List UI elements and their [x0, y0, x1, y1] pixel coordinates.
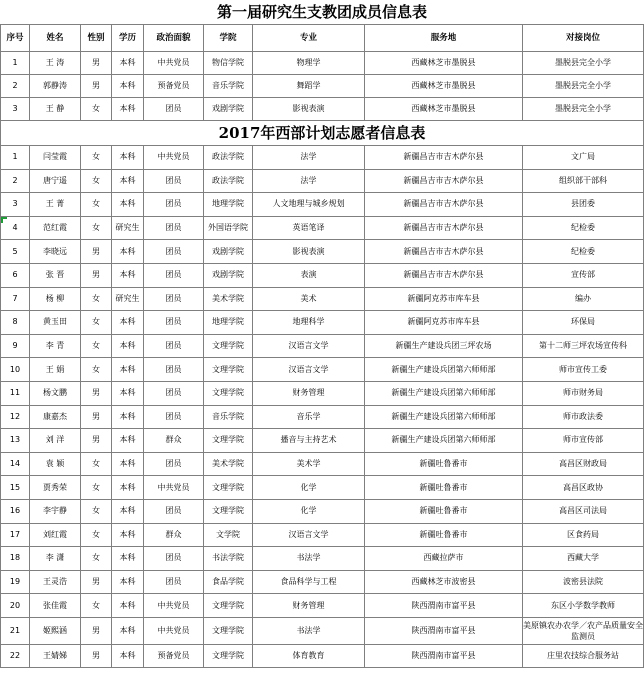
cell[interactable]: 团员: [144, 263, 204, 287]
cell[interactable]: 东区小学数学教师: [523, 594, 644, 618]
cell[interactable]: 新疆吐鲁番市: [365, 452, 523, 476]
table1-title: 第一届研究生支教团成员信息表: [217, 3, 428, 21]
cell[interactable]: 男: [81, 263, 112, 287]
table-row: [1, 547, 644, 571]
cell[interactable]: 汉语言文学: [253, 334, 365, 358]
cell[interactable]: 李 青: [30, 334, 81, 358]
cell[interactable]: [1, 216, 30, 240]
cell[interactable]: 团员: [144, 287, 204, 311]
cell-value: 4: [12, 223, 18, 233]
cell[interactable]: 第十二师三坪农场宣传科: [523, 334, 644, 358]
cell[interactable]: 师市宣传部: [523, 429, 644, 453]
table-row: [1, 311, 644, 335]
col-header-political-status: 政治面貌: [144, 25, 204, 52]
col-header-major: 专业: [253, 25, 365, 52]
cell[interactable]: 美原镇农办农学／农产品质量安全监测员: [523, 617, 644, 644]
cell[interactable]: 文理学院: [204, 617, 253, 644]
cell[interactable]: 女: [81, 98, 112, 121]
cell[interactable]: 2: [1, 75, 30, 98]
cell[interactable]: 新疆昌吉市吉木萨尔县: [365, 146, 523, 170]
cell[interactable]: 中共党员: [144, 476, 204, 500]
cell[interactable]: 新疆生产建设兵团第六师师部: [365, 381, 523, 405]
cell[interactable]: 化学: [253, 476, 365, 500]
cell[interactable]: 团员: [144, 334, 204, 358]
cell[interactable]: 庄里农技综合服务站: [523, 644, 644, 668]
cell[interactable]: 闫莹霞: [30, 146, 81, 170]
cell[interactable]: 新疆阿克苏市库车县: [365, 311, 523, 335]
cell[interactable]: 17: [1, 523, 30, 547]
cell[interactable]: 团员: [144, 381, 204, 405]
cell[interactable]: 团员: [144, 311, 204, 335]
cell[interactable]: 杨文鹏: [30, 381, 81, 405]
cell[interactable]: 环保局: [523, 311, 644, 335]
cell[interactable]: 英语笔译: [253, 216, 365, 240]
cell[interactable]: 21: [1, 617, 30, 644]
cell[interactable]: 15: [1, 476, 30, 500]
cell[interactable]: 财务管理: [253, 594, 365, 618]
cell[interactable]: 1: [1, 146, 30, 170]
cell[interactable]: 人文地理与城乡规划: [253, 193, 365, 217]
cell[interactable]: 女: [81, 452, 112, 476]
cell[interactable]: 中共党员: [144, 594, 204, 618]
cell[interactable]: 郭静涛: [30, 75, 81, 98]
table-row: [1, 381, 644, 405]
cell[interactable]: 戏剧学院: [204, 263, 253, 287]
cell[interactable]: 团员: [144, 452, 204, 476]
cell[interactable]: 陕西渭南市富平县: [365, 617, 523, 644]
cell[interactable]: 14: [1, 452, 30, 476]
cell[interactable]: 团员: [144, 499, 204, 523]
cell[interactable]: 刘 洋: [30, 429, 81, 453]
cell[interactable]: 唐宁遥: [30, 169, 81, 193]
cell[interactable]: 22: [1, 644, 30, 668]
table-row: [1, 358, 644, 382]
cell[interactable]: 西藏大学: [523, 547, 644, 571]
cell[interactable]: 女: [81, 287, 112, 311]
cell[interactable]: 化学: [253, 499, 365, 523]
cell[interactable]: 汉语言文学: [253, 358, 365, 382]
cell[interactable]: 政法学院: [204, 146, 253, 170]
cell[interactable]: 8: [1, 311, 30, 335]
cell[interactable]: 团员: [144, 570, 204, 594]
cell[interactable]: 组织部干部科: [523, 169, 644, 193]
cell[interactable]: 贾秀荣: [30, 476, 81, 500]
cell[interactable]: 研究生: [112, 287, 144, 311]
cell[interactable]: 杨 柳: [30, 287, 81, 311]
cell[interactable]: 黄玉田: [30, 311, 81, 335]
cell[interactable]: 王 涛: [30, 52, 81, 75]
cell[interactable]: 新疆生产建设兵团三坪农场: [365, 334, 523, 358]
table-row: [1, 334, 644, 358]
cell[interactable]: 女: [81, 476, 112, 500]
cell[interactable]: 食品科学与工程: [253, 570, 365, 594]
cell[interactable]: 新疆生产建设兵团第六师师部: [365, 429, 523, 453]
cell[interactable]: 文理学院: [204, 476, 253, 500]
cell[interactable]: 团员: [144, 240, 204, 264]
cell[interactable]: 王灵浩: [30, 570, 81, 594]
table-row: [1, 429, 644, 453]
cell[interactable]: 舞蹈学: [253, 75, 365, 98]
cell[interactable]: 物信学院: [204, 52, 253, 75]
cell[interactable]: 本科: [112, 594, 144, 618]
cell[interactable]: 美术学: [253, 452, 365, 476]
cell[interactable]: 男: [81, 429, 112, 453]
cell[interactable]: 康嘉杰: [30, 405, 81, 429]
cell[interactable]: 戏剧学院: [204, 240, 253, 264]
cell[interactable]: 9: [1, 334, 30, 358]
cell[interactable]: 本科: [112, 476, 144, 500]
cell[interactable]: 文理学院: [204, 594, 253, 618]
cell[interactable]: 地理学院: [204, 193, 253, 217]
cell[interactable]: 王婧娣: [30, 644, 81, 668]
cell[interactable]: 女: [81, 499, 112, 523]
cell[interactable]: 高昌区财政局: [523, 452, 644, 476]
col-header-college: 学院: [204, 25, 253, 52]
cell[interactable]: 范红霞: [30, 216, 81, 240]
cell[interactable]: 团员: [144, 358, 204, 382]
table1-header-row: [1, 25, 644, 52]
cell[interactable]: 墨脱县完全小学: [523, 98, 644, 121]
cell[interactable]: 袁 颖: [30, 452, 81, 476]
cell[interactable]: 文理学院: [204, 644, 253, 668]
cell[interactable]: 预备党员: [144, 644, 204, 668]
table-row: [1, 287, 644, 311]
cell[interactable]: 女: [81, 358, 112, 382]
cell[interactable]: 本科: [112, 547, 144, 571]
cell[interactable]: 文理学院: [204, 358, 253, 382]
cell[interactable]: 音乐学院: [204, 75, 253, 98]
cell[interactable]: 6: [1, 263, 30, 287]
cell[interactable]: 女: [81, 193, 112, 217]
cell[interactable]: 王 菁: [30, 193, 81, 217]
cell[interactable]: 3: [1, 193, 30, 217]
cell[interactable]: 表演: [253, 263, 365, 287]
cell[interactable]: 李晓远: [30, 240, 81, 264]
table-row: [1, 452, 644, 476]
cell[interactable]: 师市政法委: [523, 405, 644, 429]
cell[interactable]: 团员: [144, 547, 204, 571]
cell[interactable]: 新疆昌吉市吉木萨尔县: [365, 216, 523, 240]
cell[interactable]: 新疆吐鲁番市: [365, 523, 523, 547]
cell[interactable]: 本科: [112, 98, 144, 121]
table-row: [1, 405, 644, 429]
cell[interactable]: 汉语言文学: [253, 523, 365, 547]
cell[interactable]: 陕西渭南市富平县: [365, 594, 523, 618]
cell[interactable]: 影视表演: [253, 98, 365, 121]
col-header-index: 序号: [1, 25, 30, 52]
cell[interactable]: 书法学院: [204, 547, 253, 571]
cell[interactable]: 群众: [144, 523, 204, 547]
cell[interactable]: 李 潇: [30, 547, 81, 571]
cell[interactable]: 10: [1, 358, 30, 382]
table2-title: 2017年西部计划志愿者信息表: [1, 121, 644, 146]
cell[interactable]: 区食药局: [523, 523, 644, 547]
table-row: [1, 476, 644, 500]
cell[interactable]: 本科: [112, 334, 144, 358]
cell[interactable]: 18: [1, 547, 30, 571]
table-row: [1, 193, 644, 217]
cell[interactable]: 播音与主持艺术: [253, 429, 365, 453]
cell[interactable]: 法学: [253, 169, 365, 193]
cell[interactable]: 本科: [112, 146, 144, 170]
cell[interactable]: 本科: [112, 52, 144, 75]
cell[interactable]: 女: [81, 547, 112, 571]
cell[interactable]: 西藏林芝市墨脱县: [365, 98, 523, 121]
table-row: [1, 617, 644, 644]
cell[interactable]: 预备党员: [144, 75, 204, 98]
table-row: [1, 499, 644, 523]
cell[interactable]: 20: [1, 594, 30, 618]
cell[interactable]: 编办: [523, 287, 644, 311]
col-header-education: 学历: [112, 25, 144, 52]
cell[interactable]: 书法学: [253, 617, 365, 644]
col-header-service-location: 服务地: [365, 25, 523, 52]
cell[interactable]: 新疆昌吉市吉木萨尔县: [365, 240, 523, 264]
cell[interactable]: 2: [1, 169, 30, 193]
cell[interactable]: 新疆生产建设兵团第六师师部: [365, 358, 523, 382]
cell[interactable]: 12: [1, 405, 30, 429]
cell[interactable]: 纪检委: [523, 216, 644, 240]
cell[interactable]: 法学: [253, 146, 365, 170]
cell[interactable]: 男: [81, 405, 112, 429]
cell[interactable]: 本科: [112, 169, 144, 193]
cell[interactable]: 西藏林芝市墨脱县: [365, 75, 523, 98]
cell[interactable]: 新疆昌吉市吉木萨尔县: [365, 263, 523, 287]
cell[interactable]: 女: [81, 594, 112, 618]
cell[interactable]: 男: [81, 570, 112, 594]
cell[interactable]: 本科: [112, 405, 144, 429]
cell[interactable]: 男: [81, 52, 112, 75]
cell[interactable]: 男: [81, 240, 112, 264]
cell[interactable]: 本科: [112, 311, 144, 335]
cell[interactable]: 张 晋: [30, 263, 81, 287]
cell[interactable]: 团员: [144, 405, 204, 429]
cell[interactable]: 文理学院: [204, 334, 253, 358]
cell[interactable]: 本科: [112, 358, 144, 382]
table-row: [1, 75, 644, 98]
cell[interactable]: 女: [81, 146, 112, 170]
cell[interactable]: 本科: [112, 240, 144, 264]
table-row: [1, 523, 644, 547]
cell[interactable]: 文理学院: [204, 499, 253, 523]
cell[interactable]: 女: [81, 169, 112, 193]
cell[interactable]: 团员: [144, 98, 204, 121]
cell[interactable]: 新疆生产建设兵团第六师师部: [365, 405, 523, 429]
col-header-gender: 性别: [81, 25, 112, 52]
cell[interactable]: 16: [1, 499, 30, 523]
cell[interactable]: 7: [1, 287, 30, 311]
cell[interactable]: 音乐学: [253, 405, 365, 429]
cell[interactable]: 本科: [112, 570, 144, 594]
cell[interactable]: 新疆吐鲁番市: [365, 476, 523, 500]
cell[interactable]: 西藏拉萨市: [365, 547, 523, 571]
cell[interactable]: 本科: [112, 523, 144, 547]
cell[interactable]: 中共党员: [144, 52, 204, 75]
cell[interactable]: 本科: [112, 617, 144, 644]
cell[interactable]: 男: [81, 381, 112, 405]
cell[interactable]: 团员: [144, 216, 204, 240]
table-row: [1, 594, 644, 618]
cell[interactable]: 县团委: [523, 193, 644, 217]
cell[interactable]: 团员: [144, 193, 204, 217]
cell[interactable]: 刘红霞: [30, 523, 81, 547]
cell[interactable]: 男: [81, 75, 112, 98]
table-row: [1, 570, 644, 594]
cell[interactable]: 张佳霞: [30, 594, 81, 618]
cell[interactable]: 本科: [112, 644, 144, 668]
cell[interactable]: 新疆阿克苏市库车县: [365, 287, 523, 311]
cell[interactable]: 纪检委: [523, 240, 644, 264]
cell[interactable]: 女: [81, 216, 112, 240]
table-row: [1, 263, 644, 287]
table-row: [1, 169, 644, 193]
cell[interactable]: 文理学院: [204, 429, 253, 453]
cell[interactable]: 政法学院: [204, 169, 253, 193]
cell[interactable]: 男: [81, 617, 112, 644]
cell[interactable]: 食品学院: [204, 570, 253, 594]
cell[interactable]: 本科: [112, 193, 144, 217]
cell[interactable]: 中共党员: [144, 146, 204, 170]
cell[interactable]: 陕西渭南市富平县: [365, 644, 523, 668]
cell[interactable]: 美术: [253, 287, 365, 311]
table-row: [1, 98, 644, 121]
cell[interactable]: 师市财务局: [523, 381, 644, 405]
cell[interactable]: 团员: [144, 169, 204, 193]
cell[interactable]: 西藏林芝市波密县: [365, 570, 523, 594]
cell[interactable]: 研究生: [112, 216, 144, 240]
table-row: [1, 240, 644, 264]
cell[interactable]: 新疆吐鲁番市: [365, 499, 523, 523]
cell[interactable]: 王 静: [30, 98, 81, 121]
cell[interactable]: 本科: [112, 75, 144, 98]
cell[interactable]: 姬熙涵: [30, 617, 81, 644]
cell[interactable]: 女: [81, 311, 112, 335]
cell[interactable]: 5: [1, 240, 30, 264]
cell[interactable]: 外国语学院: [204, 216, 253, 240]
cell[interactable]: 13: [1, 429, 30, 453]
cell[interactable]: 物理学: [253, 52, 365, 75]
cell[interactable]: 文理学院: [204, 381, 253, 405]
table-row: [1, 52, 644, 75]
cell[interactable]: 书法学: [253, 547, 365, 571]
cell[interactable]: 中共党员: [144, 617, 204, 644]
cell[interactable]: 高昌区司法局: [523, 499, 644, 523]
cell[interactable]: 墨脱县完全小学: [523, 52, 644, 75]
col-header-name: 姓名: [30, 25, 81, 52]
col-header-position: 对接岗位: [523, 25, 644, 52]
table-row: [1, 216, 644, 240]
cell[interactable]: 地理科学: [253, 311, 365, 335]
cell[interactable]: 女: [81, 334, 112, 358]
cell[interactable]: 本科: [112, 499, 144, 523]
cell[interactable]: 波密县法院: [523, 570, 644, 594]
cell[interactable]: 西藏林芝市墨脱县: [365, 52, 523, 75]
cell[interactable]: 男: [81, 644, 112, 668]
cell[interactable]: 影视表演: [253, 240, 365, 264]
cell[interactable]: 美术学院: [204, 452, 253, 476]
cell[interactable]: 3: [1, 98, 30, 121]
cell[interactable]: 李宇静: [30, 499, 81, 523]
cell[interactable]: 群众: [144, 429, 204, 453]
cell[interactable]: 王 娟: [30, 358, 81, 382]
cell[interactable]: 文学院: [204, 523, 253, 547]
cell[interactable]: 本科: [112, 429, 144, 453]
cell[interactable]: 女: [81, 523, 112, 547]
cell[interactable]: 新疆昌吉市吉木萨尔县: [365, 169, 523, 193]
cell-note-indicator: [1, 217, 7, 223]
cell[interactable]: 高昌区政协: [523, 476, 644, 500]
cell[interactable]: 11: [1, 381, 30, 405]
cell[interactable]: 地理学院: [204, 311, 253, 335]
cell[interactable]: 体育教育: [253, 644, 365, 668]
cell[interactable]: 本科: [112, 263, 144, 287]
cell[interactable]: 文广局: [523, 146, 644, 170]
cell[interactable]: 戏剧学院: [204, 98, 253, 121]
cell[interactable]: 墨脱县完全小学: [523, 75, 644, 98]
cell[interactable]: 本科: [112, 381, 144, 405]
cell[interactable]: 本科: [112, 452, 144, 476]
cell[interactable]: 美术学院: [204, 287, 253, 311]
cell[interactable]: 1: [1, 52, 30, 75]
cell[interactable]: 财务管理: [253, 381, 365, 405]
table-row: [1, 146, 644, 170]
cell[interactable]: 师市宣传工委: [523, 358, 644, 382]
cell[interactable]: 音乐学院: [204, 405, 253, 429]
cell[interactable]: 新疆昌吉市吉木萨尔县: [365, 193, 523, 217]
cell[interactable]: 19: [1, 570, 30, 594]
cell[interactable]: 宣传部: [523, 263, 644, 287]
table-row: [1, 644, 644, 668]
